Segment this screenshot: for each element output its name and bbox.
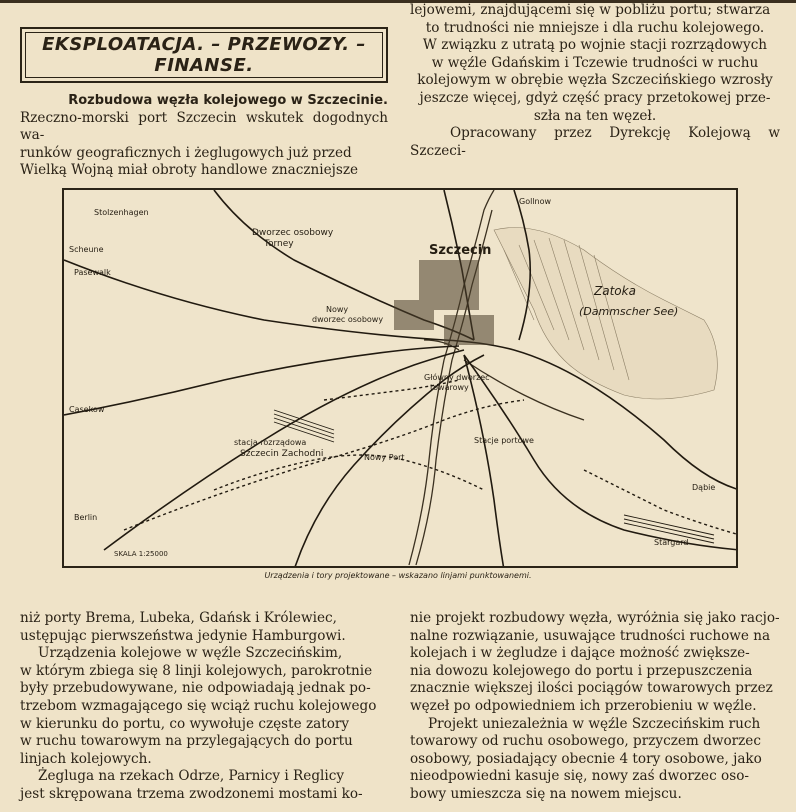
map-bay-label-german: (Dammscher See) [579, 305, 679, 318]
paragraph-line: Opracowany przez Dyrekcję Kolejową w Szczeci- [410, 125, 780, 159]
map-drawing [64, 190, 738, 568]
paragraph-line: towarowy od ruchu osobowego, przyczem dworzec [410, 733, 761, 750]
paragraph-line: nieodpowiedni kasuje się, nowy zaś dworzec oso- [410, 768, 749, 785]
article-headline: Rozbudowa węzła kolejowego w Szczecinie. [68, 93, 388, 108]
paragraph-line: W związku z utratą po wojnie stacji rozrządowych [422, 37, 768, 54]
map-line-label: Dąbie [692, 483, 716, 492]
right-column-top [410, 2, 780, 160]
map-bay-label: Zatoka [594, 284, 636, 298]
paragraph-line: bowy umieszcza się na nowem miejscu. [410, 785, 682, 802]
section-title-line-2: FINANSE. [154, 55, 254, 76]
right-column-bottom [410, 610, 780, 804]
map-label: Główny dworzec [424, 373, 490, 382]
section-header-box [20, 27, 388, 83]
map-label: Nowy Port [364, 453, 405, 462]
map-label: Torney [264, 239, 294, 249]
paragraph-line: nalne rozwiązanie, usuwające trudności ruchowe na [410, 627, 771, 644]
paragraph-line: nia dowozu kolejowego do portu i przepuszczenia [410, 662, 753, 679]
map-label: stacja rozrządowa [234, 438, 307, 447]
paragraph-line: znacznie większej ilości pociągów towarowych przez [410, 680, 773, 697]
paragraph-line: kolejach i w żegludze i dające możność zwiększe- [410, 645, 750, 662]
paragraph-line: szła na ten węzeł. [533, 107, 657, 124]
paragraph-line: w kierunku do portu, co wywołuje częste zatory [20, 715, 350, 732]
paragraph-line: to trudności nie mniejsze i dla ruchu kolejowego. [425, 19, 765, 36]
paragraph-line: w węźle Gdańskim i Tczewie trudności w ruchu [431, 54, 759, 71]
paragraph-line: w którym zbiega się 8 linji kolejowych, parokrotnie [20, 662, 373, 679]
map-line-label: Gollnow [519, 197, 552, 206]
map-label: Dworzec osobowy [252, 228, 334, 238]
map-line-label: Stolzenhagen [94, 208, 149, 217]
map-label: towarowy [430, 383, 469, 392]
paragraph-line: runków geograficznych i żeglugowych już przed [20, 144, 352, 161]
map-line-label: Berlin [74, 513, 98, 522]
paragraph-line: jest skrępowana trzema zwodzonemi mostami ko- [20, 785, 363, 802]
paragraph-line: kolejowym w obrębie węzła Szczecińskiego wzrosły [417, 72, 773, 89]
paragraph-line: lejowemi, znajdującemi się w pobliżu portu; stwarza [410, 2, 771, 18]
map-line-label: Pasewalk [74, 268, 111, 277]
map-line-label: Scheune [69, 245, 104, 254]
map-label: dworzec osobowy [312, 315, 384, 324]
paragraph-line: ustępując pierwszeństwa jedynie Hamburgowi. [20, 627, 346, 644]
map-caption: Urządzenia i tory projektowane – wskazano linjami punktowanemi. [264, 571, 532, 580]
paragraph-line: nie projekt rozbudowy węzła, wyróżnia się jako racjo- [410, 610, 780, 626]
map-label: Nowy [326, 305, 349, 314]
left-column-top [20, 92, 388, 180]
paragraph-line: Żegluga na rzekach Odrze, Parnicy i Reglicy [38, 768, 345, 785]
map-line-label: Casekow [69, 405, 105, 414]
projected-lines [124, 380, 738, 535]
paragraph-line: węzeł po odpowiedniem ich przerobieniu w węźle. [410, 697, 757, 714]
paragraph-line: Projekt uniezależnia w węźle Szczecińskim ruch [428, 715, 761, 732]
paragraph-line: Rzeczno-morski port Szczecin wskutek dogodnych wa- [20, 109, 388, 144]
map-label: Stacje portowe [474, 436, 534, 445]
paragraph-line: Wielką Wojną miał obroty handlowe znaczniejsze [20, 162, 359, 179]
paragraph-line: linjach kolejowych. [20, 750, 152, 767]
paragraph-line: były przebudowywane, nie odpowiadają jednak po- [20, 680, 371, 697]
railway-junction-map [62, 188, 738, 568]
left-column-bottom [20, 610, 388, 804]
map-label: Szczecin Zachodni [240, 449, 324, 459]
map-city-label: Szczecin [429, 243, 492, 258]
city-blocks [394, 260, 494, 345]
rail-yards [274, 410, 714, 543]
map-line-label: Stargard [654, 538, 689, 547]
paragraph-line: niż porty Brema, Lubeka, Gdańsk i Królewiec, [20, 610, 337, 626]
map-scale: SKALA 1:25000 [114, 550, 168, 558]
paragraph-line: trzebom wzmagającego się wciąż ruchu kolejowego [20, 697, 377, 714]
section-title-line-1: EKSPLOATACJA. – PRZEWOZY. – [42, 34, 366, 55]
paragraph-line: Urządzenia kolejowe w węźle Szczecińskim, [38, 645, 343, 662]
paragraph-line: jeszcze więcej, gdyż część pracy przetokowej prze- [419, 89, 771, 106]
paragraph-line: w ruchu towarowym na przylegających do portu [20, 733, 353, 750]
paragraph-line: osobowy, posiadający obecnie 4 tory osobowe, jako [410, 750, 762, 767]
